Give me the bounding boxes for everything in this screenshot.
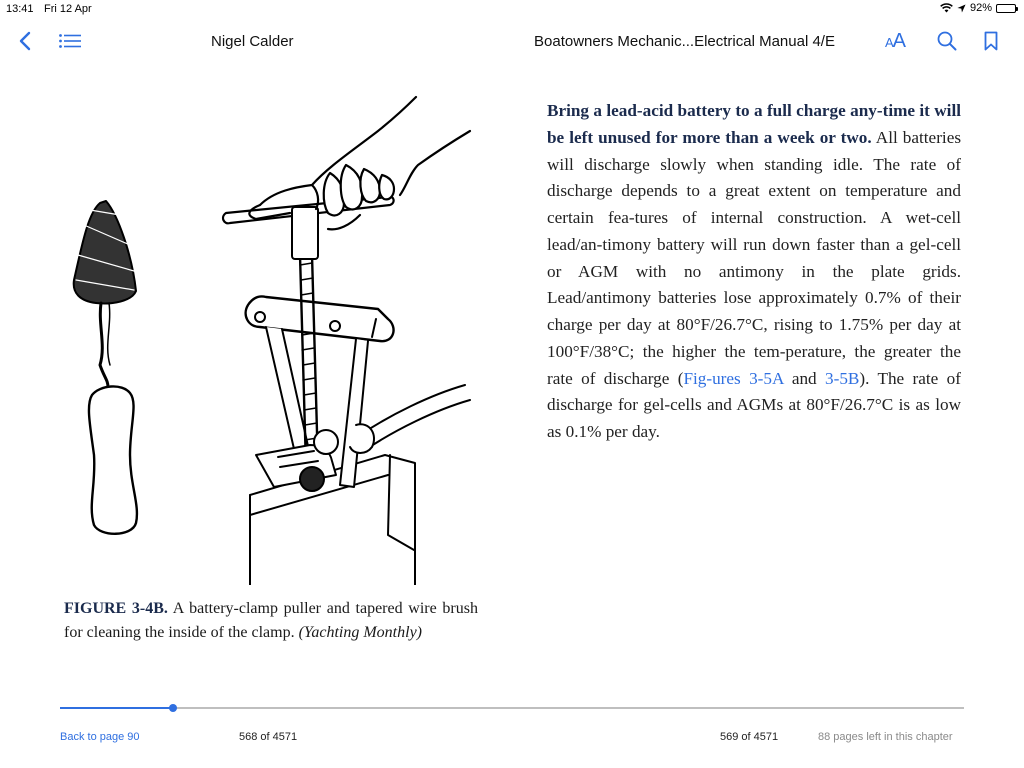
lead-sentence: Bring a lead-acid battery to a full charge any-time it will be left unused for more than a week or two. [547, 101, 961, 147]
progress-fill [60, 707, 173, 709]
wire-brush [74, 201, 137, 534]
author-name: Nigel Calder [211, 33, 294, 50]
search-icon [937, 31, 957, 51]
body-text-part-2: and [783, 368, 826, 388]
right-page-number: 569 of 4571 [720, 731, 779, 743]
bookmark-button[interactable] [982, 30, 1000, 52]
figure-caption [64, 597, 478, 645]
reading-progress-slider[interactable] [60, 707, 964, 709]
contents-button[interactable] [58, 31, 82, 51]
back-to-page-link[interactable]: Back to page 90 [60, 731, 140, 743]
figure-link-3-5b[interactable]: 3-5B [825, 368, 860, 388]
reader-toolbar [0, 26, 1024, 58]
status-bar [0, 0, 1024, 18]
figure-label: FIGURE 3-4B. [64, 600, 168, 617]
status-right [940, 2, 1016, 14]
figure-caption-text: A battery-clamp puller and tapered wire brush for cleaning the inside of the clamp. [64, 600, 478, 641]
body-text-part-1: All batteries will discharge slowly when standing idle. The rate of discharge depends to a great extent on temperature and certain fea-tures of internal construction. A wet-cell lead/an-timony battery will run down faster than a gel-cell or AGM with no antimony in the plate grids. Lead/antimony batteries lose approximately 0.7% of their charge per day at 80°F/26.7°C, rising to 1.75% per day at 100°F/38°C; the higher the tem-perature, the greater the rate of discharge ( [547, 127, 962, 388]
back-button[interactable] [14, 29, 36, 53]
table-of-contents-icon [59, 34, 81, 48]
body-text-part-3: ). The rate of discharge for gel-cells and AGMs at 80°F/26.7°C is as low as 0.1% per day. [547, 368, 961, 441]
text-size-button[interactable] [885, 30, 905, 53]
battery-percent: 92% [969, 2, 992, 14]
text-size-large-label: A [892, 30, 906, 52]
back-chevron-icon [19, 31, 31, 51]
status-date: Fri 12 Apr [44, 3, 92, 15]
left-page-number: 568 of 4571 [239, 731, 298, 743]
status-time: 13:41 [6, 3, 34, 15]
figure-link-3-5a[interactable]: Fig-ures 3-5A [683, 368, 784, 388]
text-size-icon [885, 30, 906, 52]
book-title: Boatowners Mechanic...Electrical Manual 4/E [534, 33, 835, 50]
pages-left-in-chapter: 88 pages left in this chapter [818, 731, 953, 743]
wifi-icon [940, 3, 953, 13]
figure-credit: (Yachting Monthly) [298, 624, 422, 641]
location-icon [957, 4, 966, 13]
battery-icon [996, 4, 1016, 13]
bookmark-icon [984, 31, 998, 51]
figure-illustration[interactable] [60, 95, 480, 585]
page-body-text[interactable] [547, 98, 961, 446]
text-size-small-label: A [885, 35, 893, 50]
clamp-puller [223, 197, 394, 491]
progress-knob[interactable] [169, 704, 177, 712]
search-button[interactable] [936, 30, 958, 52]
battery-clamp-illustration [60, 95, 480, 585]
